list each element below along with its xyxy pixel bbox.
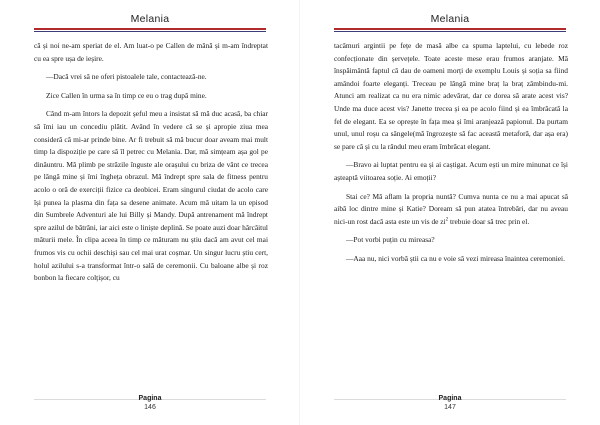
paragraph: —Pot vorbi puțin cu mireasa?: [346, 235, 435, 245]
paragraph: [334, 191, 568, 229]
page-body: [34, 40, 268, 285]
header-rule-red: [34, 28, 266, 30]
footer-label: Pagina: [138, 395, 162, 402]
header-rule-red: [334, 28, 566, 30]
page-number: 147: [444, 404, 456, 411]
page-number: 146: [144, 404, 156, 411]
footnote-marker[interactable]: 2: [445, 217, 449, 223]
running-header: Melania: [130, 13, 170, 25]
header-rule-blue: [34, 31, 266, 32]
paragraph: tacâmuri argintii pe fețe de masă albe ca spuma laptelui, cu lebede roz confecționate din șervețele. Toate aceste mese erau frumos aranjate. Mă înspăimântă faptul că dau de oameni morți de exemplu Louis și soția sa fiind amândoi foarte eleganți. Treceau pe lângă mine braț la braț zâmbindu-mi. Atunci am realizat ca nu era nimic adevărat, dar ce dorea să arate acest vis? Unde ma duce acest vis? Janette trecea și ea pe acolo fiind și ea îmbrăcată la fel de elegant. Ea se oprește în fața mea și îmi aranjează papionul. Da purtam unul, unul roșu ca sângele(mă îngrozește să fac această metaforă, dar așa era) se pare că și cu la rândul meu eram îmbrăcat elegant.: [334, 41, 568, 151]
paragraph: Zice Callen în urma sa în timp ce eu o trag după mine.: [46, 90, 207, 100]
paragraph-text: trebuie doar să trec prin el.: [448, 216, 530, 226]
paragraph: —Aaa nu, nici vorbă știi ca nu e voie să vezi mireasa înaintea ceremoniei.: [346, 253, 565, 263]
paragraph: că și noi ne-am speriat de el. Am luat-o pe Callen de mână și m-am îndreptat cu ea spre ușa de ieșire.: [34, 41, 268, 63]
page-body: [334, 40, 568, 266]
paragraph: —Bravo ai luptat pentru ea și ai caștigat. Acum ești un mire minunat ce își așteaptă viitoarea soție. Ai emoții?: [334, 160, 568, 182]
paragraph-text: Stai ce? Mă aflam la propria nuntă? Cumva nunta ce nu a mai apucat să aibă loc dintre mine și Katie? Doream să pun atatea întrebări, dar nu aveau nici-un rost dacă asta este un vis de zi: [334, 191, 568, 226]
running-header: Melania: [430, 13, 470, 25]
paragraph: Când m-am întors la depozit șeful meu a insistat să mă duc acasă, ba chiar să îmi iau un concediu plătit. Având în vedere că se și apropie ziua mea consideră că mi-ar prinde bine. Ar fi trebuit să mă bucur doar aveam mai mult timp la dispoziție pe care să îl petrec cu Melania. Dar, mă simțeam așa gol pe dinăuntru. Mă plimb pe străzile înguste ale orașului cu briza de vânt ce trecea pe lângă mine și îmi îngheța obrazul. Mă îndrept spre sala de fitness pentru acolo o oră de exerciții fizice ca deobicei. Eram singurul ciudat de acolo care își punea la plasma din fața sa desene animate. Acum mă uitam la un episod din Sumbrele Adventuri ale lui Billy și Mandy. După antrenament mă îndrept spre azilul de bătrâni, iar aici este o liniște deplină. Se poate auzi doar hârcâitul mâturii mele. În clipa aceea în timp ce măturam nu știu dacă am avut cel mai frumos vis cu ochii deschiși sau cel mai urat coșmar. Un singur lucru știu cert, holul azilului s-a transformat într-o sală de ceremonii. Cu baloane albe și roz bonbon la fiecare colțișor, cu: [34, 109, 268, 283]
footer-label: Pagina: [438, 395, 462, 402]
right-page: [300, 0, 600, 425]
paragraph: —Dacă vrei să ne oferi pistoalele tale, contactează-ne.: [46, 72, 207, 82]
header-rule-blue: [334, 31, 566, 32]
